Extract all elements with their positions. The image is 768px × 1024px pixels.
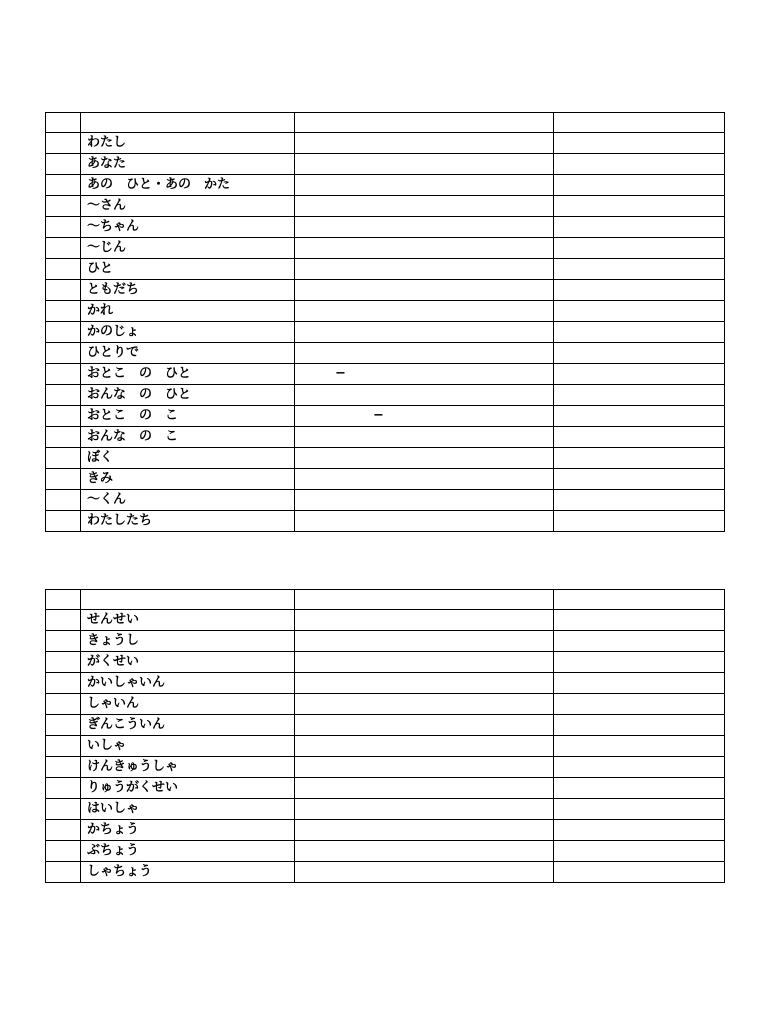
- row-number-cell: [46, 154, 81, 175]
- table-row: [46, 301, 725, 322]
- kanji-cell: [295, 778, 554, 799]
- word-cell: ともだち: [81, 280, 295, 301]
- table-row: [46, 154, 725, 175]
- meaning-cell: [554, 841, 725, 862]
- row-number-cell: [46, 427, 81, 448]
- meaning-cell: [554, 590, 725, 610]
- word-cell: [81, 590, 295, 610]
- row-number-cell: [46, 259, 81, 280]
- meaning-cell: [554, 427, 725, 448]
- vocab-table-body: [46, 590, 725, 883]
- row-number-cell: [46, 238, 81, 259]
- kanji-cell: [295, 301, 554, 322]
- row-number-cell: [46, 343, 81, 364]
- word-cell: かれ: [81, 301, 295, 322]
- meaning-cell: [554, 511, 725, 532]
- kanji-cell: [295, 280, 554, 301]
- row-number-cell: [46, 113, 81, 133]
- table-row: [46, 259, 725, 280]
- vocab-table-body: [46, 113, 725, 532]
- row-number-cell: [46, 610, 81, 631]
- meaning-cell: [554, 133, 725, 154]
- row-number-cell: [46, 406, 81, 427]
- table-row: [46, 799, 725, 820]
- meaning-cell: [554, 778, 725, 799]
- table-row: [46, 820, 725, 841]
- row-number-cell: [46, 862, 81, 883]
- kanji-cell: [295, 259, 554, 280]
- word-cell: はいしゃ: [81, 799, 295, 820]
- table-row: [46, 175, 725, 196]
- kanji-cell: [295, 862, 554, 883]
- kanji-cell: [295, 133, 554, 154]
- row-number-cell: [46, 694, 81, 715]
- table-row: [46, 862, 725, 883]
- meaning-cell: [554, 301, 725, 322]
- table-row: [46, 778, 725, 799]
- word-cell: きみ: [81, 469, 295, 490]
- table-row: [46, 322, 725, 343]
- row-number-cell: [46, 778, 81, 799]
- meaning-cell: [554, 757, 725, 778]
- meaning-cell: [554, 448, 725, 469]
- kanji-cell: [295, 175, 554, 196]
- table-row: [46, 196, 725, 217]
- meaning-cell: [554, 820, 725, 841]
- meaning-cell: [554, 238, 725, 259]
- meaning-cell: [554, 343, 725, 364]
- word-cell: ぎんこういん: [81, 715, 295, 736]
- word-cell: がくせい: [81, 652, 295, 673]
- word-cell: [81, 113, 295, 133]
- word-cell: きょうし: [81, 631, 295, 652]
- meaning-cell: [554, 259, 725, 280]
- word-cell: ひとりで: [81, 343, 295, 364]
- table-row: [46, 490, 725, 511]
- table-row: [46, 217, 725, 238]
- table-row: [46, 841, 725, 862]
- word-cell: わたしたち: [81, 511, 295, 532]
- word-cell: 〜さん: [81, 196, 295, 217]
- table-row: [46, 757, 725, 778]
- meaning-cell: [554, 715, 725, 736]
- word-cell: かちょう: [81, 820, 295, 841]
- meaning-cell: [554, 175, 725, 196]
- kanji-cell: [295, 673, 554, 694]
- row-number-cell: [46, 511, 81, 532]
- row-number-cell: [46, 322, 81, 343]
- row-number-cell: [46, 673, 81, 694]
- word-cell: りゅうがくせい: [81, 778, 295, 799]
- table-row: [46, 113, 725, 133]
- kanji-cell: [295, 217, 554, 238]
- meaning-cell: [554, 196, 725, 217]
- kanji-cell: [295, 715, 554, 736]
- row-number-cell: [46, 631, 81, 652]
- row-number-cell: [46, 196, 81, 217]
- word-cell: 〜くん: [81, 490, 295, 511]
- row-number-cell: [46, 757, 81, 778]
- kanji-cell: [295, 652, 554, 673]
- kanji-cell: [295, 448, 554, 469]
- table-row: [46, 238, 725, 259]
- table-row: [46, 406, 725, 427]
- kanji-cell: [295, 113, 554, 133]
- kanji-cell: [295, 799, 554, 820]
- row-number-cell: [46, 385, 81, 406]
- word-cell: しゃちょう: [81, 862, 295, 883]
- table-row: [46, 280, 725, 301]
- word-cell: いしゃ: [81, 736, 295, 757]
- meaning-cell: [554, 610, 725, 631]
- word-cell: けんきゅうしゃ: [81, 757, 295, 778]
- row-number-cell: [46, 175, 81, 196]
- kanji-cell: [295, 820, 554, 841]
- table-row: [46, 427, 725, 448]
- table-row: [46, 343, 725, 364]
- table-row: [46, 631, 725, 652]
- word-cell: おとこ の こ: [81, 406, 295, 427]
- table-row: [46, 133, 725, 154]
- meaning-cell: [554, 490, 725, 511]
- meaning-cell: [554, 652, 725, 673]
- meaning-cell: [554, 673, 725, 694]
- word-cell: かのじょ: [81, 322, 295, 343]
- row-number-cell: [46, 133, 81, 154]
- word-cell: かいしゃいん: [81, 673, 295, 694]
- word-cell: あの ひと・あの かた: [81, 175, 295, 196]
- word-cell: ぶちょう: [81, 841, 295, 862]
- kanji-cell: [295, 154, 554, 175]
- word-cell: しゃいん: [81, 694, 295, 715]
- table-row: [46, 364, 725, 385]
- kanji-cell: [295, 610, 554, 631]
- word-cell: わたし: [81, 133, 295, 154]
- kanji-cell: [295, 322, 554, 343]
- row-number-cell: [46, 364, 81, 385]
- row-number-cell: [46, 820, 81, 841]
- kanji-cell: −: [295, 364, 554, 385]
- table-row: [46, 694, 725, 715]
- vocab-table-occupations: [45, 589, 725, 883]
- kanji-cell: [295, 385, 554, 406]
- word-cell: せんせい: [81, 610, 295, 631]
- meaning-cell: [554, 736, 725, 757]
- table-row: [46, 673, 725, 694]
- word-cell: おんな の ひと: [81, 385, 295, 406]
- row-number-cell: [46, 652, 81, 673]
- kanji-cell: −: [295, 406, 554, 427]
- meaning-cell: [554, 694, 725, 715]
- kanji-cell: [295, 343, 554, 364]
- row-number-cell: [46, 736, 81, 757]
- word-cell: ぼく: [81, 448, 295, 469]
- word-cell: あなた: [81, 154, 295, 175]
- word-cell: 〜じん: [81, 238, 295, 259]
- row-number-cell: [46, 590, 81, 610]
- table-row: [46, 385, 725, 406]
- vocab-table-people: [45, 112, 725, 532]
- word-cell: おんな の こ: [81, 427, 295, 448]
- kanji-cell: [295, 631, 554, 652]
- table-row: [46, 652, 725, 673]
- kanji-cell: [295, 841, 554, 862]
- meaning-cell: [554, 406, 725, 427]
- kanji-cell: [295, 511, 554, 532]
- meaning-cell: [554, 385, 725, 406]
- meaning-cell: [554, 469, 725, 490]
- kanji-cell: [295, 490, 554, 511]
- kanji-cell: [295, 469, 554, 490]
- meaning-cell: [554, 217, 725, 238]
- table-row: [46, 715, 725, 736]
- row-number-cell: [46, 715, 81, 736]
- meaning-cell: [554, 322, 725, 343]
- kanji-cell: [295, 427, 554, 448]
- table-row: [46, 448, 725, 469]
- meaning-cell: [554, 113, 725, 133]
- kanji-cell: [295, 590, 554, 610]
- row-number-cell: [46, 448, 81, 469]
- table-row: [46, 511, 725, 532]
- meaning-cell: [554, 862, 725, 883]
- word-cell: おとこ の ひと: [81, 364, 295, 385]
- meaning-cell: [554, 631, 725, 652]
- kanji-cell: [295, 238, 554, 259]
- kanji-cell: [295, 736, 554, 757]
- word-cell: 〜ちゃん: [81, 217, 295, 238]
- table-row: [46, 610, 725, 631]
- row-number-cell: [46, 217, 81, 238]
- row-number-cell: [46, 841, 81, 862]
- table-row: [46, 469, 725, 490]
- kanji-cell: [295, 196, 554, 217]
- table-row: [46, 736, 725, 757]
- word-cell: ひと: [81, 259, 295, 280]
- row-number-cell: [46, 799, 81, 820]
- row-number-cell: [46, 490, 81, 511]
- table-row: [46, 590, 725, 610]
- row-number-cell: [46, 301, 81, 322]
- row-number-cell: [46, 469, 81, 490]
- row-number-cell: [46, 280, 81, 301]
- meaning-cell: [554, 364, 725, 385]
- meaning-cell: [554, 154, 725, 175]
- kanji-cell: [295, 694, 554, 715]
- meaning-cell: [554, 280, 725, 301]
- meaning-cell: [554, 799, 725, 820]
- kanji-cell: [295, 757, 554, 778]
